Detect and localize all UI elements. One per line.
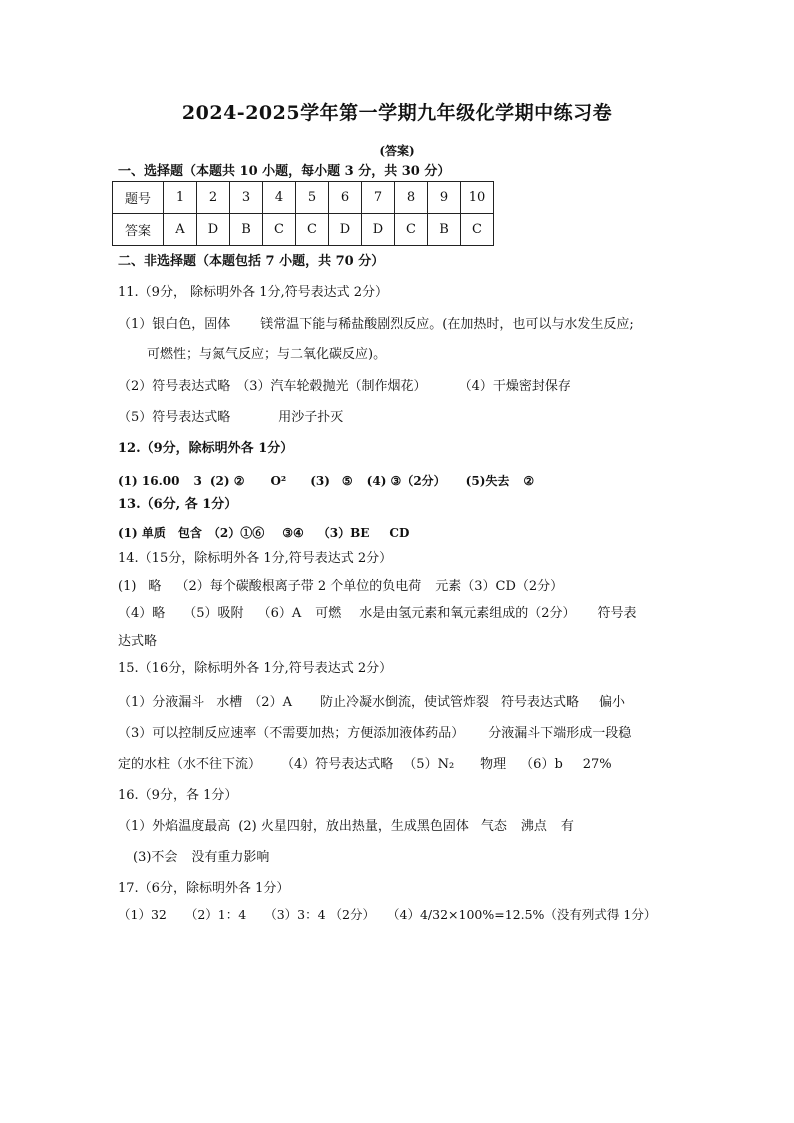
- answer-cell: C: [263, 214, 296, 246]
- answer-text: 包含: [177, 526, 202, 540]
- q13-answers: [118, 525, 409, 541]
- question-number: 8: [395, 182, 428, 214]
- q15-line1: [118, 695, 625, 711]
- q15-heading: 15.（16分，除标明外各 1分,符号表达式 2分）: [118, 661, 393, 676]
- q14-line1: [118, 579, 563, 595]
- page-title: 2024-2025学年第一学期九年级化学期中练习卷: [181, 102, 613, 124]
- question-number: 9: [428, 182, 461, 214]
- answer-text: 物理: [480, 757, 507, 772]
- answer-text: 没有重力影响: [191, 850, 270, 865]
- answer-text: 符号表达式略: [500, 695, 579, 710]
- answer-text: （6）A: [257, 606, 302, 621]
- answer-cell: D: [362, 214, 395, 246]
- answer-text: 符号表: [597, 606, 637, 621]
- q11-heading: 11.（9分， 除标明外各 1分,符号表达式 2分）: [118, 285, 389, 300]
- answer-text: (5)失去: [465, 474, 510, 488]
- answer-text: 镁常温下能与稀盐酸剧烈反应。(在加热时，也可以与水发生反应;: [260, 317, 634, 332]
- row-label-number: 题号: [113, 182, 164, 214]
- answer-text: （2）每个碳酸根离子带 2 个单位的负电荷: [175, 579, 422, 594]
- section1-heading: 一、选择题（本题共 10 小题，每小题 3 分，共 30 分）: [118, 164, 451, 179]
- answer-text: （5）吸附: [183, 606, 244, 621]
- answer-text: （6）b: [520, 757, 563, 772]
- answer-cell: C: [296, 214, 329, 246]
- answer-text: 3: [193, 474, 202, 488]
- answer-text: (3): [310, 474, 330, 488]
- answer-text: （1）分液漏斗: [118, 695, 205, 710]
- answer-text: （2）A: [248, 695, 292, 710]
- answer-text: ②: [523, 474, 535, 488]
- q16-line1: [118, 819, 574, 835]
- answer-cell: D: [197, 214, 230, 246]
- section2-heading: 二、非选择题（本题包括 7 小题，共 70 分）: [118, 254, 385, 269]
- answer-text: ⑤: [341, 474, 353, 488]
- answer-text: (2) 火星四射，放出热量，生成黑色固体: [238, 819, 469, 834]
- answer-text: （5）符号表达式略: [118, 410, 231, 425]
- answer-text: （2）1：4: [184, 907, 247, 922]
- answer-cell: C: [461, 214, 494, 246]
- answer-text: 沸点: [520, 819, 547, 834]
- q17-answers: [118, 907, 656, 923]
- answer-text: (1): [118, 579, 137, 594]
- answer-text: (1) 16.00: [118, 474, 180, 488]
- answer-cell: A: [164, 214, 197, 246]
- answer-text: O²: [270, 474, 287, 488]
- answer-text: （4）略: [118, 606, 166, 621]
- answer-cell: C: [395, 214, 428, 246]
- answer-text: (2) ②: [209, 474, 245, 488]
- question-number: 6: [329, 182, 362, 214]
- answer-text: 定的水柱（水不往下流）: [118, 757, 262, 772]
- answer-text: （5）N₂: [403, 757, 455, 772]
- question-number: 10: [461, 182, 494, 214]
- answer-text: （3）3：4 （2分）: [264, 907, 376, 922]
- q11-line3: [118, 379, 571, 395]
- answer-table: [112, 181, 494, 246]
- question-number: 2: [197, 182, 230, 214]
- answer-text: （3）汽车轮毂抛光（制作烟花）: [236, 379, 427, 394]
- answer-table-number-row: [113, 182, 494, 214]
- answer-table-answer-row: [113, 214, 494, 246]
- answer-text: （1）银白色，固体: [118, 317, 231, 332]
- q14-line3: 达式略: [118, 634, 158, 649]
- question-number: 5: [296, 182, 329, 214]
- answer-text: ③④: [282, 526, 304, 540]
- answer-text: 有: [560, 819, 574, 834]
- q11-line4: [118, 410, 343, 426]
- answer-text: 元素（3）CD（2分）: [435, 579, 564, 594]
- answer-text: （1）外焰温度最高: [118, 819, 231, 834]
- answer-text: （3）可以控制反应速率（不需要加热；方便添加液体药品）: [118, 726, 465, 741]
- q14-heading: 14.（15分，除标明外各 1分,符号表达式 2分）: [118, 551, 393, 566]
- answer-text: 27%: [582, 757, 612, 772]
- answer-text: （4）干燥密封保存: [458, 379, 571, 394]
- q11-line2: 可燃性；与氮气反应；与二氧化碳反应)。: [147, 347, 387, 362]
- answer-cell: B: [428, 214, 461, 246]
- answer-text: (4) ③（2分）: [366, 474, 446, 488]
- q12-answers: [118, 473, 534, 489]
- answer-text: （4）符号表达式略: [281, 757, 394, 772]
- question-number: 4: [263, 182, 296, 214]
- q15-line3: [118, 757, 612, 773]
- question-number: 3: [230, 182, 263, 214]
- answer-text: （1）32: [118, 907, 167, 922]
- answer-cell: D: [329, 214, 362, 246]
- answer-text: 分液漏斗下端形成一段稳: [488, 726, 632, 741]
- answer-text: 气态: [480, 819, 507, 834]
- answer-text: (3)不会: [133, 850, 178, 865]
- q13-heading: 13.（6分, 各 1分）: [118, 497, 238, 512]
- q11-line1: [118, 317, 634, 333]
- q12-heading: 12.（9分，除标明外各 1分）: [118, 441, 294, 456]
- q15-line2: [118, 726, 631, 742]
- row-label-answer: 答案: [113, 214, 164, 246]
- answer-text: CD: [389, 526, 410, 540]
- answer-text: （2）①⑥: [207, 526, 265, 540]
- answer-text: 防止冷凝水倒流，使试管炸裂: [319, 695, 489, 710]
- answer-text: 用沙子扑灭: [278, 410, 344, 425]
- q14-line2: [118, 606, 637, 622]
- q17-heading: 17.（6分，除标明外各 1分）: [118, 881, 290, 896]
- answer-text: 偏小: [599, 695, 626, 710]
- page-subtitle: (答案): [379, 144, 415, 158]
- answer-text: （4）4/32×100%=12.5%（没有列式得 1分）: [387, 907, 657, 922]
- q16-line2: [133, 850, 269, 866]
- question-number: 7: [362, 182, 395, 214]
- answer-text: 略: [148, 579, 162, 594]
- answer-cell: B: [230, 214, 263, 246]
- answer-text: （3）BE: [317, 526, 370, 540]
- answer-text: 可燃: [315, 606, 342, 621]
- question-number: 1: [164, 182, 197, 214]
- answer-text: 水槽: [216, 695, 243, 710]
- answer-text: (1) 单质: [118, 526, 166, 540]
- answer-text: （2）符号表达式略: [118, 379, 231, 394]
- answer-text: 水是由氢元素和氧元素组成的（2分）: [359, 606, 576, 621]
- q16-heading: 16.（9分，各 1分）: [118, 788, 238, 803]
